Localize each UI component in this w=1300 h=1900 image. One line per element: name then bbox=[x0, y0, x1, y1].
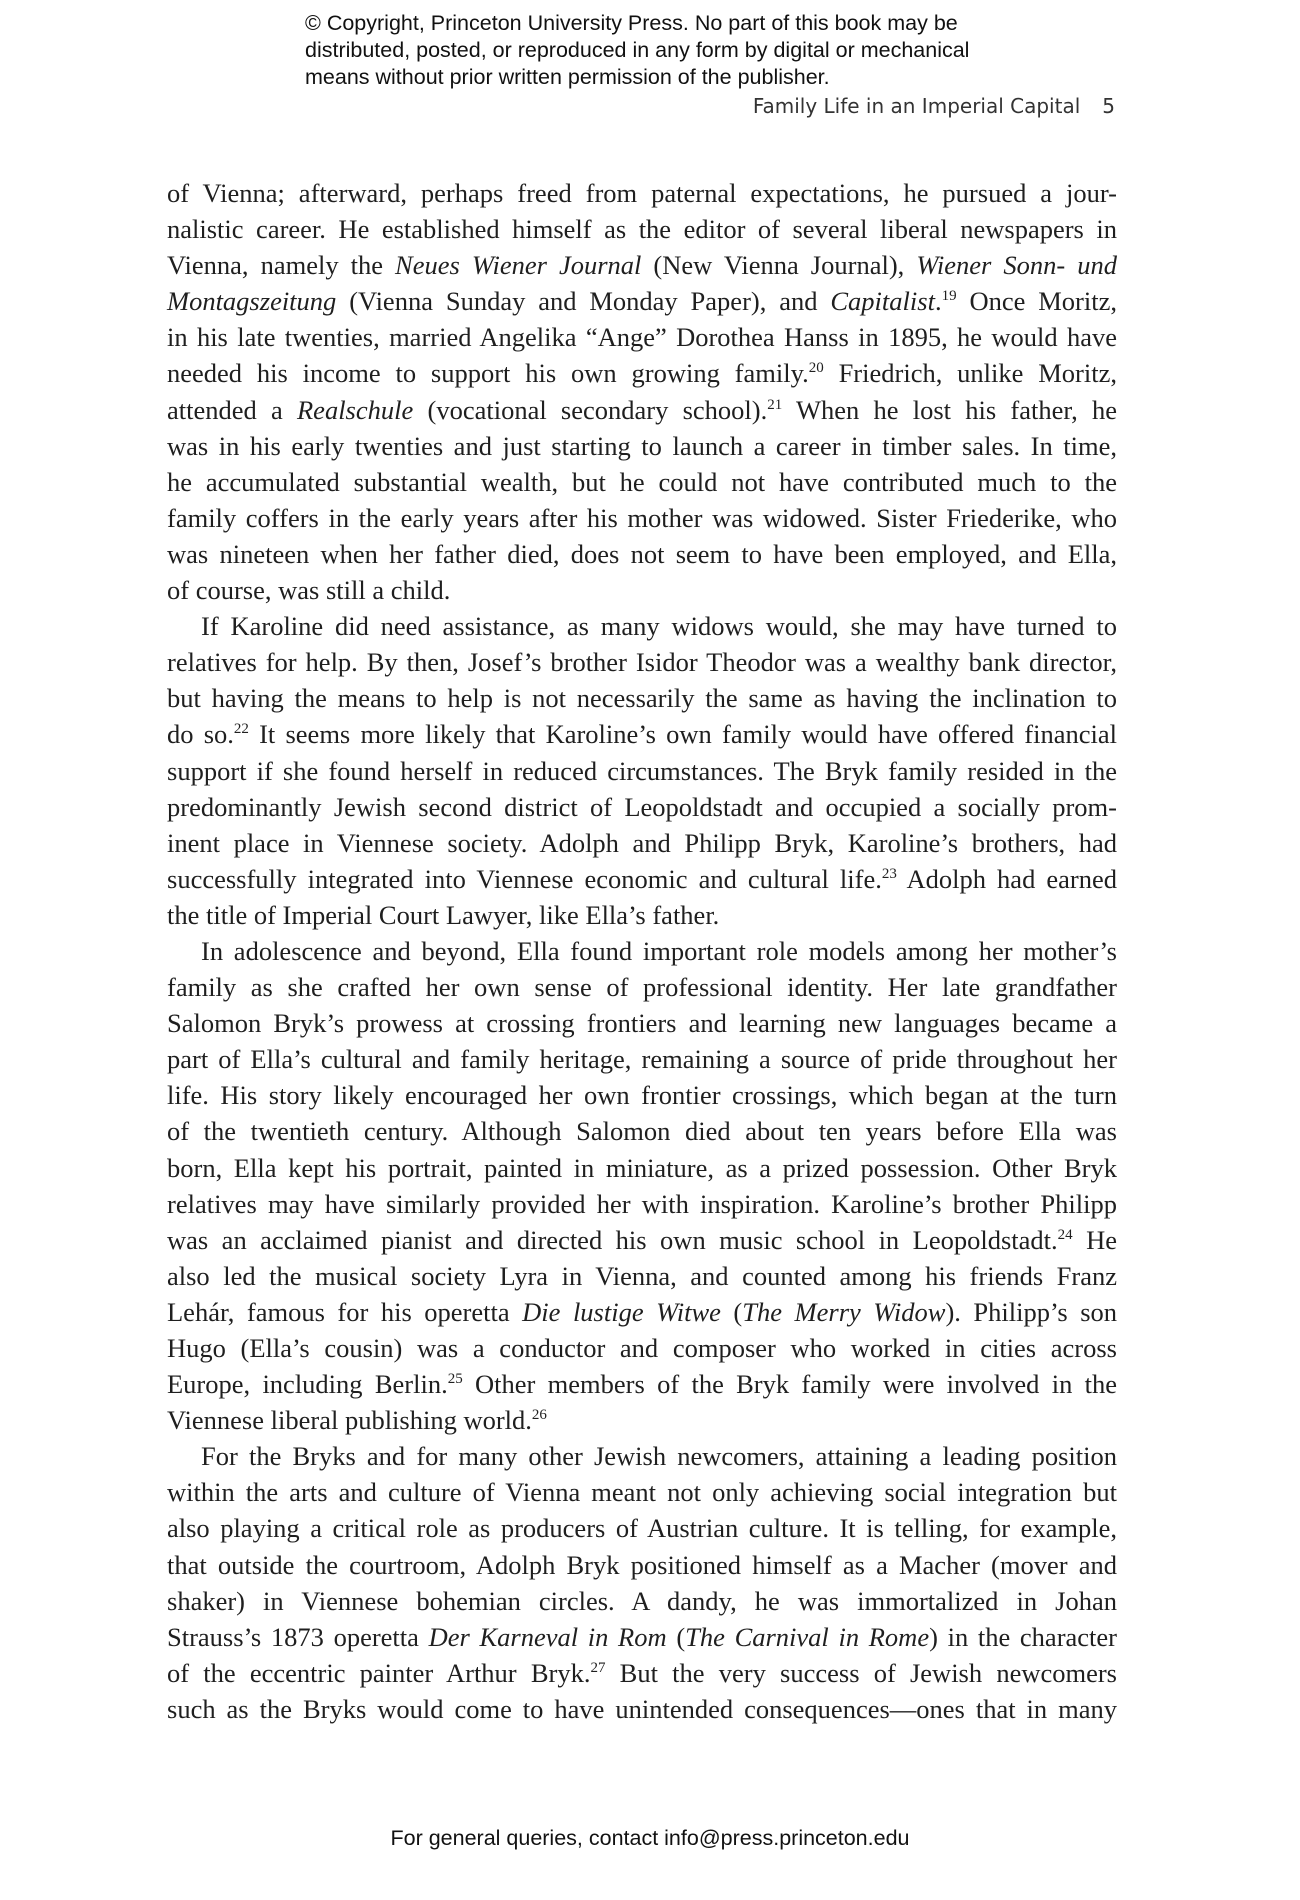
text-line bbox=[167, 1583, 1117, 1619]
text-line bbox=[167, 1258, 1117, 1294]
text-run: For the Bryks and for many other Jewish newcomers, attaining a leading position bbox=[201, 1441, 1117, 1472]
body-text bbox=[167, 175, 1117, 1727]
text-run: (vocational secondary school). bbox=[413, 394, 768, 425]
text-run: ( bbox=[720, 1296, 743, 1327]
text-run: Viennese liberal publishing world. bbox=[167, 1405, 532, 1436]
text-line bbox=[167, 464, 1117, 500]
text-run: ( bbox=[666, 1621, 686, 1652]
text-run: relatives may have similarly provided her with inspiration. Karoline’s brother Philipp bbox=[167, 1188, 1117, 1219]
text-line bbox=[167, 319, 1117, 355]
text-line bbox=[167, 1294, 1117, 1330]
text-run: was nineteen when her father died, does not seem to have been employed, and Ella, bbox=[167, 538, 1117, 569]
text-line bbox=[167, 1041, 1117, 1077]
text-line bbox=[167, 1619, 1117, 1655]
text-line bbox=[167, 789, 1117, 825]
text-line bbox=[167, 753, 1117, 789]
text-line bbox=[167, 680, 1117, 716]
text-line bbox=[167, 1113, 1117, 1149]
footnote-ref: 25 bbox=[447, 1371, 463, 1388]
text-run: that outside the courtroom, Adolph Bryk positioned himself as a Macher (mover and bbox=[167, 1549, 1117, 1580]
text-run: nalistic career. He established himself as the editor of several liberal newspapers in bbox=[167, 214, 1117, 245]
text-run: (Vienna Sunday and Monday Paper), and bbox=[336, 286, 831, 317]
italic-title: Wiener Sonn- und bbox=[916, 250, 1118, 281]
page-number: 5 bbox=[1102, 94, 1115, 118]
text-run: If Karoline did need assistance, as many widows would, she may have turned to bbox=[201, 611, 1117, 642]
text-run: (New Vienna Journal), bbox=[641, 250, 917, 281]
text-line bbox=[167, 247, 1117, 283]
text-run: Other members of the Bryk family were involved in the bbox=[462, 1369, 1117, 1400]
text-run: It seems more likely that Karoline’s own family would have offered financial bbox=[248, 719, 1117, 750]
text-run: needed his income to support his own growing family. bbox=[167, 358, 809, 389]
text-line bbox=[167, 211, 1117, 247]
text-line bbox=[167, 1222, 1117, 1258]
text-run: within the arts and culture of Vienna meant not only achieving social integration but bbox=[167, 1477, 1117, 1508]
text-run: Lehár, famous for his operetta bbox=[167, 1296, 523, 1327]
text-run: born, Ella kept his portrait, painted in miniature, as a prized possession. Other Bryk bbox=[167, 1152, 1117, 1183]
text-run: But the very success of Jewish newcomers bbox=[605, 1657, 1117, 1688]
text-line bbox=[167, 1547, 1117, 1583]
text-line bbox=[167, 1330, 1117, 1366]
text-run: inent place in Viennese society. Adolph and Philipp Bryk, Karoline’s brothers, had bbox=[167, 827, 1117, 858]
italic-title: Realschule bbox=[297, 394, 414, 425]
text-run: of the twentieth century. Although Salomon died about ten years before Ella was bbox=[167, 1116, 1117, 1147]
text-line bbox=[167, 933, 1117, 969]
copyright-line: © Copyright, Princeton University Press. No part of this book may be bbox=[305, 11, 958, 35]
text-line bbox=[167, 1438, 1117, 1474]
footnote-ref: 19 bbox=[941, 288, 957, 305]
text-run: of course, was still a child. bbox=[167, 575, 451, 606]
italic-title: Capitalist bbox=[830, 286, 935, 317]
text-line bbox=[167, 355, 1117, 391]
text-run: support if she found herself in reduced circumstances. The Bryk family resided in the bbox=[167, 755, 1117, 786]
text-line bbox=[167, 1402, 1117, 1438]
text-line bbox=[167, 1150, 1117, 1186]
footnote-ref: 27 bbox=[590, 1659, 606, 1676]
running-head bbox=[753, 94, 1115, 118]
text-line bbox=[167, 536, 1117, 572]
text-run: Europe, including Berlin. bbox=[167, 1369, 448, 1400]
copyright-line: distributed, posted, or reproduced in any form by digital or mechanical bbox=[305, 38, 970, 62]
text-run: was an acclaimed pianist and directed his own music school in Leopoldstadt. bbox=[167, 1224, 1058, 1255]
italic-title: Montagszeitung bbox=[167, 286, 337, 317]
text-line bbox=[167, 572, 1117, 608]
text-line bbox=[167, 1691, 1117, 1727]
text-run: Adolph had earned bbox=[896, 863, 1117, 894]
text-run: In adolescence and beyond, Ella found important role models among her mother’s bbox=[201, 935, 1117, 966]
text-run: was in his early twenties and just starting to launch a career in timber sales. In time, bbox=[167, 430, 1117, 461]
italic-title: The Carnival in Rome bbox=[685, 1621, 930, 1652]
copyright-line: means without prior written permission of the publisher. bbox=[305, 65, 830, 89]
text-run: part of Ella’s cultural and family heritage, remaining a source of pride throughout her bbox=[167, 1044, 1117, 1075]
text-line bbox=[167, 175, 1117, 211]
text-run: life. His story likely encouraged her own frontier crossings, which began at the turn bbox=[167, 1080, 1117, 1111]
text-run: . bbox=[934, 286, 942, 317]
text-run: do so. bbox=[167, 719, 234, 750]
text-line bbox=[167, 500, 1117, 536]
footnote-ref: 20 bbox=[808, 360, 824, 377]
text-run: relatives for help. By then, Josef’s brother Isidor Theodor was a wealthy bank director, bbox=[167, 647, 1117, 678]
text-line bbox=[167, 897, 1117, 933]
text-run: in his late twenties, married Angelika “Ange” Dorothea Hanss in 1895, he would have bbox=[167, 322, 1117, 353]
footnote-ref: 23 bbox=[881, 865, 897, 882]
footnote-ref: 21 bbox=[767, 396, 783, 413]
text-run: Friedrich, unlike Moritz, bbox=[823, 358, 1117, 389]
footer-contact: For general queries, contact info@press.princeton.edu bbox=[390, 1826, 910, 1850]
text-line bbox=[167, 1077, 1117, 1113]
text-run: shaker) in Viennese bohemian circles. A dandy, he was immortalized in Johan bbox=[167, 1585, 1117, 1616]
text-run: family as she crafted her own sense of professional identity. Her late grandfather bbox=[167, 972, 1117, 1003]
text-run: but having the means to help is not necessarily the same as having the inclination to bbox=[167, 683, 1117, 714]
footnote-ref: 22 bbox=[233, 721, 249, 738]
text-line bbox=[167, 969, 1117, 1005]
text-run: family coffers in the early years after his mother was widowed. Sister Friederike, who bbox=[167, 502, 1117, 533]
text-line bbox=[167, 428, 1117, 464]
text-run: attended a bbox=[167, 394, 297, 425]
text-run: such as the Bryks would come to have unintended consequences—ones that in many bbox=[167, 1693, 1117, 1724]
text-line bbox=[167, 1474, 1117, 1510]
text-line bbox=[167, 1186, 1117, 1222]
copyright-notice bbox=[305, 10, 1045, 91]
text-line bbox=[167, 716, 1117, 752]
text-run: Salomon Bryk’s prowess at crossing frontiers and learning new languages became a bbox=[167, 1008, 1117, 1039]
text-run: successfully integrated into Viennese economic and cultural life. bbox=[167, 863, 882, 894]
italic-title: Der Karneval in Rom bbox=[428, 1621, 667, 1652]
text-run: Vienna, namely the bbox=[167, 250, 396, 281]
text-run: Strauss’s 1873 operetta bbox=[167, 1621, 429, 1652]
italic-title: Die lustige Witwe bbox=[522, 1296, 721, 1327]
text-line bbox=[167, 1005, 1117, 1041]
text-line bbox=[167, 283, 1117, 319]
text-line bbox=[167, 1510, 1117, 1546]
text-run: Hugo (Ella’s cousin) was a conductor and composer who worked in cities across bbox=[167, 1333, 1117, 1363]
footnote-ref: 26 bbox=[531, 1407, 547, 1424]
text-line bbox=[167, 861, 1117, 897]
text-run: he accumulated substantial wealth, but he could not have contributed much to the bbox=[167, 466, 1117, 497]
text-line bbox=[167, 644, 1117, 680]
text-run: When he lost his father, he bbox=[782, 394, 1117, 425]
text-line bbox=[167, 392, 1117, 428]
text-run: ). Philipp’s son bbox=[945, 1296, 1118, 1327]
text-run: of Vienna; afterward, perhaps freed from paternal expectations, he pursued a jour- bbox=[167, 178, 1117, 208]
text-run: also playing a critical role as producers of Austrian culture. It is telling, for example, bbox=[167, 1513, 1117, 1544]
text-run: of the eccentric painter Arthur Bryk. bbox=[167, 1657, 591, 1688]
footnote-ref: 24 bbox=[1057, 1226, 1073, 1243]
text-run: He bbox=[1072, 1224, 1118, 1255]
text-line bbox=[167, 1366, 1117, 1402]
text-run: also led the musical society Lyra in Vienna, and counted among his friends Franz bbox=[167, 1260, 1117, 1291]
text-line bbox=[167, 825, 1117, 861]
italic-title: The Merry Widow bbox=[742, 1296, 946, 1327]
text-line bbox=[167, 1655, 1117, 1691]
text-line bbox=[167, 608, 1117, 644]
text-run: predominantly Jewish second district of Leopoldstadt and occupied a socially prom- bbox=[167, 791, 1117, 822]
text-run: ) in the character bbox=[929, 1621, 1117, 1652]
text-run: the title of Imperial Court Lawyer, like Ella’s father. bbox=[167, 899, 720, 930]
text-run: Once Moritz, bbox=[956, 286, 1117, 317]
running-head-title: Family Life in an Imperial Capital bbox=[752, 94, 1081, 118]
italic-title: Neues Wiener Journal bbox=[395, 250, 642, 281]
